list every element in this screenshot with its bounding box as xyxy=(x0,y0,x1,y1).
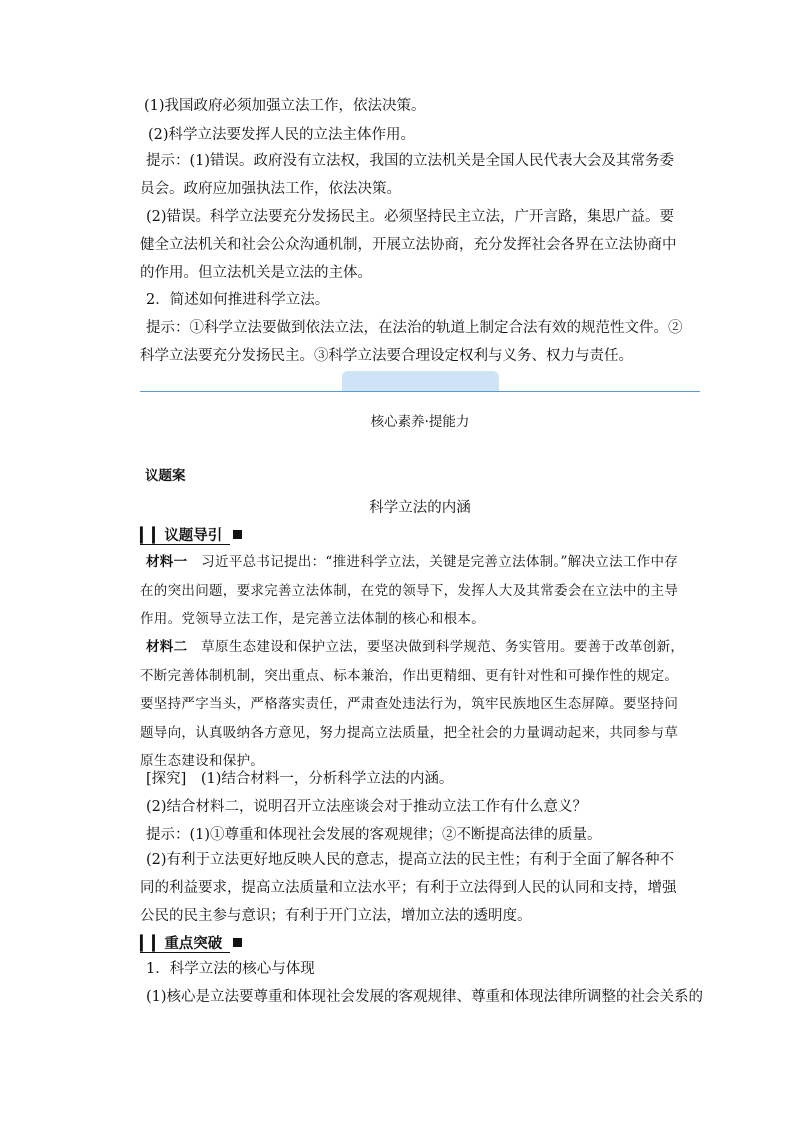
explore-a1: 提示：(1)①尊重和体现社会发展的客观规律；②不断提高法律的质量。 xyxy=(146,827,602,843)
explore-q1: [探究] (1)结合材料一，分析科学立法的内涵。 xyxy=(146,771,454,787)
guide-heading xyxy=(140,524,242,545)
case-title: 科学立法的内涵 xyxy=(369,500,471,516)
focus-bars: ▎▎ xyxy=(140,935,165,952)
guide-label: 议题导引 xyxy=(164,527,223,544)
focus-heading xyxy=(140,932,242,953)
material-1 xyxy=(140,548,685,634)
square-icon xyxy=(233,530,242,539)
material-2-text: 草原生态建设和保护立法，要坚决做到科学规范、务实管用。要善于改革创新，不断完善体制机制，突出重点、标本兼治，作出更精细、更有针对性和可操作性的规定。要坚持严字当头，严格落实责任，严肃查处违法行为，筑牢民族地区生态屏障。要坚持问题导向，认真吸纳各方意见，努力提高立法质量，把全社会的力量调动起来，共同参与草原生态建设和保护。 xyxy=(140,639,685,769)
explore-q2: (2)结合材料二，说明召开立法座谈会对于推动立法工作有什么意义？ xyxy=(146,799,588,815)
hint-3: 提示：①科学立法要做到依法立法，在法治的轨道上制定合法有效的规范性文件。②科学立法要充分发扬民主。③科学立法要合理设定权利与义务、权力与责任。 xyxy=(140,320,683,364)
point-1-core: (1)核心是立法要尊重和体现社会发展的客观规律、尊重和体现法律所调整的社会关系的 xyxy=(146,989,704,1005)
material-1-text: 习近平总书记提出：“推进科学立法，关键是完善立法体制。”解决立法工作中存在的突出问题，要求完善立法体制，在党的领导下，发挥人大及其常委会在立法中的主导作用。党领导立法工作，是完善立法体制的核心和根本。 xyxy=(140,554,679,627)
material-1-label: 材料一 xyxy=(146,554,188,570)
focus-label: 重点突破 xyxy=(164,935,223,952)
hint-1: 提示：(1)错误。政府没有立法权，我国的立法机关是全国人民代表大会及其常务委员会。政府应加强执法工作，依法决策。 xyxy=(140,153,675,197)
guide-bars: ▎▎ xyxy=(140,527,165,544)
statement-2: (2)科学立法要发挥人民的立法主体作用。 xyxy=(148,127,416,143)
question-2: 2．简述如何推进科学立法。 xyxy=(146,292,330,308)
case-label: 议题案 xyxy=(145,468,186,484)
material-2-label: 材料二 xyxy=(146,639,188,655)
material-2 xyxy=(140,633,685,776)
section-divider xyxy=(140,391,700,392)
hint-2: (2)错误。科学立法要充分发扬民主。必须坚持民主立法，广开言路，集思广益。要健全立法机关和社会公众沟通机制，开展立法协商，充分发挥社会各界在立法协商中的作用。但立法机关是立法的主体。 xyxy=(140,209,677,281)
explore-a2: (2)有利于立法更好地反映人民的意志，提高立法的民主性；有利于全面了解各种不同的利益要求，提高立法质量和立法水平；有利于立法得到人民的认同和支持，增强公民的民主参与意识；有利于开门立法，增加立法的透明度。 xyxy=(140,852,677,924)
section-title: 核心素养·提能力 xyxy=(370,414,470,430)
banner-tab xyxy=(342,371,499,391)
point-1: 1．科学立法的核心与体现 xyxy=(146,961,315,977)
square-icon xyxy=(233,938,242,947)
statement-1: (1)我国政府必须加强立法工作，依法决策。 xyxy=(144,98,426,114)
